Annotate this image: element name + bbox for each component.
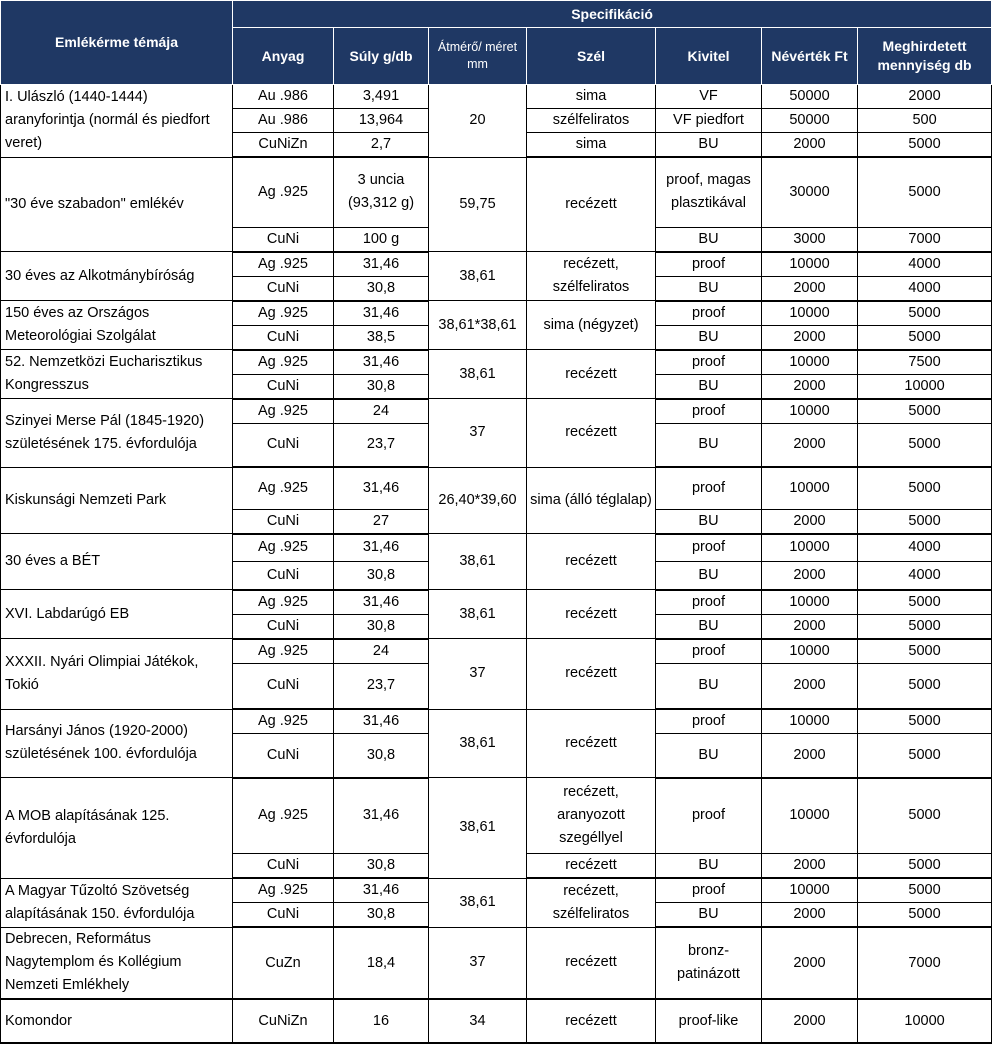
- finish-cell: BU: [656, 562, 762, 590]
- finish-cell: BU: [656, 854, 762, 879]
- edge-cell: szélfeliratos: [527, 109, 656, 133]
- material-cell: CuNi: [233, 374, 334, 399]
- finish-cell: BU: [656, 614, 762, 639]
- diameter-cell: 37: [429, 399, 527, 468]
- coin-theme: Debrecen, Református Nagytemplom és Kollégium Nemzeti Emlékhely: [1, 927, 233, 999]
- diameter-cell: 38,61: [429, 778, 527, 879]
- finish-cell: proof: [656, 590, 762, 615]
- face-value-cell: 2000: [762, 423, 858, 467]
- face-value-cell: 2000: [762, 374, 858, 399]
- face-value-cell: 2000: [762, 854, 858, 879]
- face-value-cell: 2000: [762, 325, 858, 350]
- table-row: [1, 534, 992, 562]
- table-row: [1, 709, 992, 734]
- quantity-cell: 7000: [858, 927, 992, 999]
- finish-cell: proof: [656, 878, 762, 903]
- weight-cell: 31,46: [334, 709, 429, 734]
- finish-cell: proof: [656, 350, 762, 375]
- material-cell: Ag .925: [233, 399, 334, 424]
- weight-cell: 16: [334, 999, 429, 1043]
- face-value-cell: 10000: [762, 399, 858, 424]
- face-value-cell: 10000: [762, 639, 858, 664]
- finish-cell: BU: [656, 509, 762, 534]
- diameter-cell: 34: [429, 999, 527, 1043]
- edge-cell: recézett: [527, 157, 656, 252]
- finish-cell: proof: [656, 301, 762, 326]
- edge-cell: sima (álló téglalap): [527, 467, 656, 534]
- header-quantity: Meghirdetett mennyiség db: [858, 28, 992, 85]
- face-value-cell: 2000: [762, 734, 858, 778]
- diameter-cell: 37: [429, 927, 527, 999]
- material-cell: Ag .925: [233, 350, 334, 375]
- diameter-cell: 38,61*38,61: [429, 301, 527, 350]
- weight-cell: 31,46: [334, 878, 429, 903]
- weight-cell: 27: [334, 509, 429, 534]
- face-value-cell: 10000: [762, 534, 858, 562]
- material-cell: Ag .925: [233, 252, 334, 277]
- coin-theme: A Magyar Tűzoltó Szövetség alapításának 150. évfordulója: [1, 878, 233, 927]
- finish-cell: BU: [656, 423, 762, 467]
- weight-cell: 31,46: [334, 778, 429, 854]
- material-cell: CuNiZn: [233, 133, 334, 158]
- quantity-cell: 4000: [858, 276, 992, 301]
- finish-cell: BU: [656, 734, 762, 778]
- face-value-cell: 2000: [762, 927, 858, 999]
- material-cell: Ag .925: [233, 157, 334, 227]
- quantity-cell: 7500: [858, 350, 992, 375]
- quantity-cell: 5000: [858, 423, 992, 467]
- table-row: [1, 399, 992, 424]
- table-row: [1, 778, 992, 854]
- table-row: [1, 85, 992, 109]
- material-cell: CuNi: [233, 325, 334, 350]
- quantity-cell: 5000: [858, 734, 992, 778]
- header-diameter: Átmérő/ méret mm: [429, 28, 527, 85]
- quantity-cell: 4000: [858, 562, 992, 590]
- material-cell: CuNi: [233, 854, 334, 879]
- weight-cell: 31,46: [334, 590, 429, 615]
- quantity-cell: 5000: [858, 639, 992, 664]
- weight-cell: 31,46: [334, 350, 429, 375]
- coin-theme: "30 éve szabadon" emlékév: [1, 157, 233, 252]
- table-row: [1, 157, 992, 227]
- header-finish: Kivitel: [656, 28, 762, 85]
- finish-cell: bronz-patinázott: [656, 927, 762, 999]
- coin-theme: 150 éves az Országos Meteorológiai Szolgálat: [1, 301, 233, 350]
- face-value-cell: 10000: [762, 350, 858, 375]
- material-cell: Ag .925: [233, 534, 334, 562]
- weight-cell: 23,7: [334, 423, 429, 467]
- coin-theme: Komondor: [1, 999, 233, 1043]
- weight-cell: 3,491: [334, 85, 429, 109]
- material-cell: CuNiZn: [233, 999, 334, 1043]
- face-value-cell: 10000: [762, 301, 858, 326]
- diameter-cell: 38,61: [429, 252, 527, 301]
- face-value-cell: 10000: [762, 878, 858, 903]
- quantity-cell: 5000: [858, 301, 992, 326]
- material-cell: Ag .925: [233, 590, 334, 615]
- finish-cell: proof: [656, 399, 762, 424]
- finish-cell: BU: [656, 276, 762, 301]
- material-cell: CuNi: [233, 423, 334, 467]
- table-row: [1, 350, 992, 375]
- table-row: [1, 639, 992, 664]
- quantity-cell: 5000: [858, 878, 992, 903]
- finish-cell: proof: [656, 467, 762, 509]
- diameter-cell: 37: [429, 639, 527, 710]
- finish-cell: proof: [656, 534, 762, 562]
- material-cell: Ag .925: [233, 639, 334, 664]
- material-cell: Ag .925: [233, 709, 334, 734]
- quantity-cell: 5000: [858, 709, 992, 734]
- table-row: [1, 467, 992, 509]
- weight-cell: 31,46: [334, 534, 429, 562]
- coin-theme: XVI. Labdarúgó EB: [1, 590, 233, 639]
- coin-theme: Szinyei Merse Pál (1845-1920) születésének 175. évfordulója: [1, 399, 233, 468]
- face-value-cell: 10000: [762, 709, 858, 734]
- face-value-cell: 2000: [762, 903, 858, 928]
- finish-cell: proof, magas plasztikával: [656, 157, 762, 227]
- quantity-cell: 4000: [858, 252, 992, 277]
- finish-cell: BU: [656, 903, 762, 928]
- face-value-cell: 2000: [762, 276, 858, 301]
- diameter-cell: 38,61: [429, 709, 527, 778]
- quantity-cell: 5000: [858, 590, 992, 615]
- face-value-cell: 10000: [762, 252, 858, 277]
- edge-cell: recézett, aranyozott szegéllyel: [527, 778, 656, 854]
- weight-cell: 31,46: [334, 301, 429, 326]
- weight-cell: 31,46: [334, 467, 429, 509]
- face-value-cell: 10000: [762, 778, 858, 854]
- quantity-cell: 7000: [858, 227, 992, 252]
- material-cell: CuNi: [233, 663, 334, 709]
- weight-cell: 30,8: [334, 562, 429, 590]
- quantity-cell: 5000: [858, 614, 992, 639]
- header-weight: Súly g/db: [334, 28, 429, 85]
- edge-cell: recézett: [527, 999, 656, 1043]
- edge-cell: recézett: [527, 639, 656, 710]
- table-row: [1, 878, 992, 903]
- edge-cell: recézett: [527, 854, 656, 879]
- finish-cell: BU: [656, 133, 762, 158]
- material-cell: CuNi: [233, 227, 334, 252]
- weight-cell: 30,8: [334, 614, 429, 639]
- face-value-cell: 2000: [762, 614, 858, 639]
- face-value-cell: 2000: [762, 562, 858, 590]
- quantity-cell: 5000: [858, 157, 992, 227]
- table-row: [1, 999, 992, 1043]
- edge-cell: recézett: [527, 350, 656, 399]
- weight-cell: 2,7: [334, 133, 429, 158]
- quantity-cell: 5000: [858, 467, 992, 509]
- face-value-cell: 2000: [762, 999, 858, 1043]
- weight-cell: 30,8: [334, 903, 429, 928]
- face-value-cell: 2000: [762, 509, 858, 534]
- finish-cell: BU: [656, 374, 762, 399]
- quantity-cell: 4000: [858, 534, 992, 562]
- quantity-cell: 5000: [858, 509, 992, 534]
- face-value-cell: 3000: [762, 227, 858, 252]
- face-value-cell: 10000: [762, 590, 858, 615]
- weight-cell: 31,46: [334, 252, 429, 277]
- material-cell: Ag .925: [233, 778, 334, 854]
- weight-cell: 3 uncia (93,312 g): [334, 157, 429, 227]
- quantity-cell: 5000: [858, 325, 992, 350]
- weight-cell: 38,5: [334, 325, 429, 350]
- weight-cell: 30,8: [334, 734, 429, 778]
- face-value-cell: 10000: [762, 467, 858, 509]
- quantity-cell: 5000: [858, 903, 992, 928]
- table-row: [1, 252, 992, 277]
- header-edge: Szél: [527, 28, 656, 85]
- coin-theme: 52. Nemzetközi Eucharisztikus Kongresszus: [1, 350, 233, 399]
- edge-cell: recézett: [527, 399, 656, 468]
- face-value-cell: 2000: [762, 133, 858, 158]
- header-specification: Specifikáció: [233, 1, 992, 28]
- quantity-cell: 5000: [858, 854, 992, 879]
- quantity-cell: 10000: [858, 374, 992, 399]
- face-value-cell: 50000: [762, 85, 858, 109]
- edge-cell: recézett: [527, 590, 656, 639]
- finish-cell: proof: [656, 709, 762, 734]
- weight-cell: 18,4: [334, 927, 429, 999]
- quantity-cell: 5000: [858, 133, 992, 158]
- header-material: Anyag: [233, 28, 334, 85]
- material-cell: Ag .925: [233, 301, 334, 326]
- weight-cell: 24: [334, 399, 429, 424]
- quantity-cell: 5000: [858, 399, 992, 424]
- finish-cell: BU: [656, 325, 762, 350]
- material-cell: CuNi: [233, 509, 334, 534]
- coin-theme: Harsányi János (1920-2000) születésének 100. évfordulója: [1, 709, 233, 778]
- finish-cell: BU: [656, 663, 762, 709]
- finish-cell: proof: [656, 252, 762, 277]
- coin-theme: 30 éves az Alkotmánybíróság: [1, 252, 233, 301]
- quantity-cell: 500: [858, 109, 992, 133]
- weight-cell: 23,7: [334, 663, 429, 709]
- quantity-cell: 2000: [858, 85, 992, 109]
- material-cell: CuNi: [233, 276, 334, 301]
- finish-cell: proof: [656, 778, 762, 854]
- coin-theme: 30 éves a BÉT: [1, 534, 233, 590]
- edge-cell: recézett, szélfeliratos: [527, 252, 656, 301]
- weight-cell: 30,8: [334, 854, 429, 879]
- material-cell: CuZn: [233, 927, 334, 999]
- diameter-cell: 38,61: [429, 878, 527, 927]
- diameter-cell: 38,61: [429, 350, 527, 399]
- table-row: [1, 301, 992, 326]
- material-cell: Ag .925: [233, 878, 334, 903]
- material-cell: Au .986: [233, 109, 334, 133]
- weight-cell: 13,964: [334, 109, 429, 133]
- diameter-cell: 38,61: [429, 534, 527, 590]
- edge-cell: recézett: [527, 709, 656, 778]
- weight-cell: 24: [334, 639, 429, 664]
- face-value-cell: 2000: [762, 663, 858, 709]
- table-row: [1, 927, 992, 999]
- header-theme: Emlékérme témája: [1, 1, 233, 85]
- header-face-value: Névérték Ft: [762, 28, 858, 85]
- diameter-cell: 20: [429, 85, 527, 158]
- diameter-cell: 26,40*39,60: [429, 467, 527, 534]
- edge-cell: sima: [527, 85, 656, 109]
- finish-cell: proof: [656, 639, 762, 664]
- material-cell: CuNi: [233, 734, 334, 778]
- diameter-cell: 59,75: [429, 157, 527, 252]
- edge-cell: recézett: [527, 927, 656, 999]
- quantity-cell: 10000: [858, 999, 992, 1043]
- material-cell: CuNi: [233, 903, 334, 928]
- face-value-cell: 50000: [762, 109, 858, 133]
- weight-cell: 100 g: [334, 227, 429, 252]
- finish-cell: proof-like: [656, 999, 762, 1043]
- finish-cell: VF: [656, 85, 762, 109]
- edge-cell: sima (négyzet): [527, 301, 656, 350]
- weight-cell: 30,8: [334, 374, 429, 399]
- quantity-cell: 5000: [858, 778, 992, 854]
- face-value-cell: 30000: [762, 157, 858, 227]
- edge-cell: recézett: [527, 534, 656, 590]
- material-cell: Ag .925: [233, 467, 334, 509]
- coin-theme: A MOB alapításának 125. évfordulója: [1, 778, 233, 879]
- diameter-cell: 38,61: [429, 590, 527, 639]
- material-cell: CuNi: [233, 614, 334, 639]
- coin-theme: Kiskunsági Nemzeti Park: [1, 467, 233, 534]
- weight-cell: 30,8: [334, 276, 429, 301]
- edge-cell: recézett, szélfeliratos: [527, 878, 656, 927]
- finish-cell: VF piedfort: [656, 109, 762, 133]
- table-row: [1, 590, 992, 615]
- finish-cell: BU: [656, 227, 762, 252]
- edge-cell: sima: [527, 133, 656, 158]
- coin-theme: I. Ulászló (1440-1444) aranyforintja (normál és piedfort veret): [1, 85, 233, 158]
- material-cell: CuNi: [233, 562, 334, 590]
- coin-theme: XXXII. Nyári Olimpiai Játékok, Tokió: [1, 639, 233, 710]
- material-cell: Au .986: [233, 85, 334, 109]
- quantity-cell: 5000: [858, 663, 992, 709]
